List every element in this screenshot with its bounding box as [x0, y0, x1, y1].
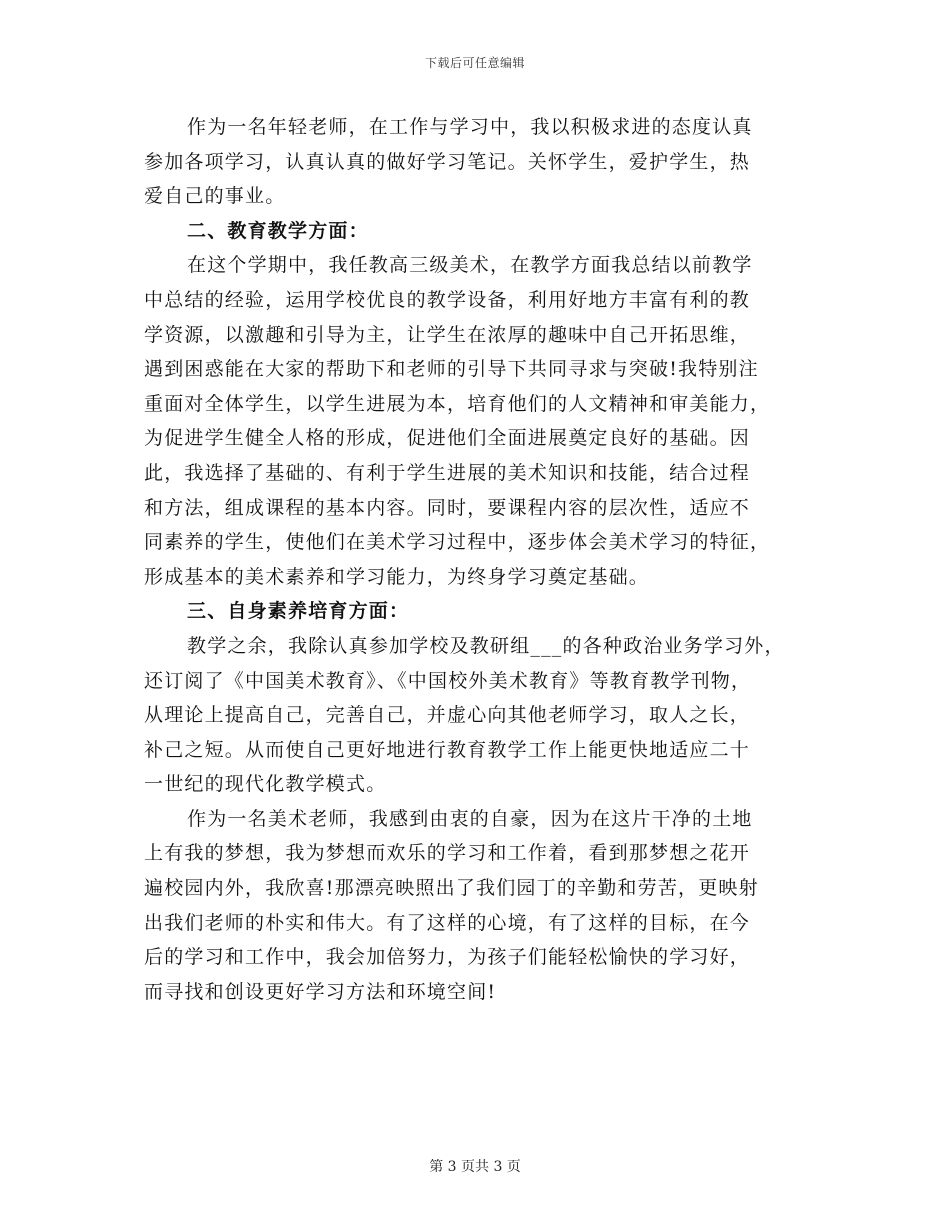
paragraph-line: 形成基本的美术素养和学习能力，为终身学习奠定基础。	[144, 565, 650, 588]
section-heading-teaching: 二、教育教学方面：	[187, 219, 369, 242]
paragraph-line: 作为一名美术老师，我感到由衷的自豪，因为在这片干净的土地	[187, 807, 753, 830]
paragraph-line: 一世纪的现代化教学模式。	[144, 773, 387, 796]
page-number: 第 3 页共 3 页	[429, 1159, 521, 1175]
paragraph-line: 重面对全体学生，以学生进展为本，培育他们的人文精神和审美能力，	[144, 392, 771, 415]
paragraph-line: 和方法，组成课程的基本内容。同时，要课程内容的层次性，适应不	[144, 496, 751, 519]
paragraph-line: 还订阅了《中国美术教育》、《中国校外美术教育》等教育教学刊物，	[144, 669, 752, 692]
page-header: 下载后可任意编辑	[424, 56, 525, 70]
paragraph-line: 从理论上提高自己，完善自己，并虚心向其他老师学习，取人之长，	[144, 704, 751, 727]
paragraph-line: 教学之余，我除认真参加学校及教研组___的各种政治业务学习外，	[187, 634, 785, 657]
paragraph-line: 出我们老师的朴实和伟大。有了这样的心境，有了这样的目标，在今	[144, 911, 751, 934]
document-body	[144, 110, 824, 1009]
paragraph-line: 遇到困惑能在大家的帮助下和老师的引导下共同寻求与突破!我特别注	[144, 358, 759, 381]
paragraph-line: 同素养的学生，使他们在美术学习过程中，逐步体会美术学习的特征，	[144, 531, 771, 554]
paragraph-line: 学资源，以激趣和引导为主，让学生在浓厚的趣味中自己开拓思维，	[144, 323, 751, 346]
paragraph-line: 中总结的经验，运用学校优良的教学设备，利用好地方丰富有利的教	[144, 288, 751, 311]
paragraph-line: 爱自己的事业。	[144, 185, 286, 208]
paragraph-line: 为促进学生健全人格的形成，促进他们全面进展奠定良好的基础。因	[144, 427, 751, 450]
paragraph-line: 上有我的梦想，我为梦想而欢乐的学习和工作着，看到那梦想之花开	[144, 842, 751, 865]
paragraph-line: 作为一名年轻老师，在工作与学习中，我以积极求进的态度认真	[187, 116, 753, 138]
paragraph-line: 此，我选择了基础的、有利于学生进展的美术知识和技能，结合过程	[144, 461, 751, 484]
paragraph-line: 在这个学期中，我任教高三级美术，在教学方面我总结以前教学	[187, 254, 753, 277]
paragraph-line: 遍校园内外，我欣喜!那漂亮映照出了我们园丁的辛勤和劳苦，更映射	[144, 877, 759, 900]
paragraph-line: 而寻找和创设更好学习方法和环境空间!	[144, 980, 497, 1003]
paragraph-line: 补己之短。从而使自己更好地进行教育教学工作上能更快地适应二十	[144, 738, 751, 761]
paragraph-line: 参加各项学习，认真认真的做好学习笔记。关怀学生，爱护学生，热	[144, 150, 751, 173]
paragraph-line: 后的学习和工作中，我会加倍努力，为孩子们能轻松愉快的学习好，	[144, 946, 751, 969]
section-heading-self-improvement: 三、自身素养培育方面：	[187, 600, 410, 623]
